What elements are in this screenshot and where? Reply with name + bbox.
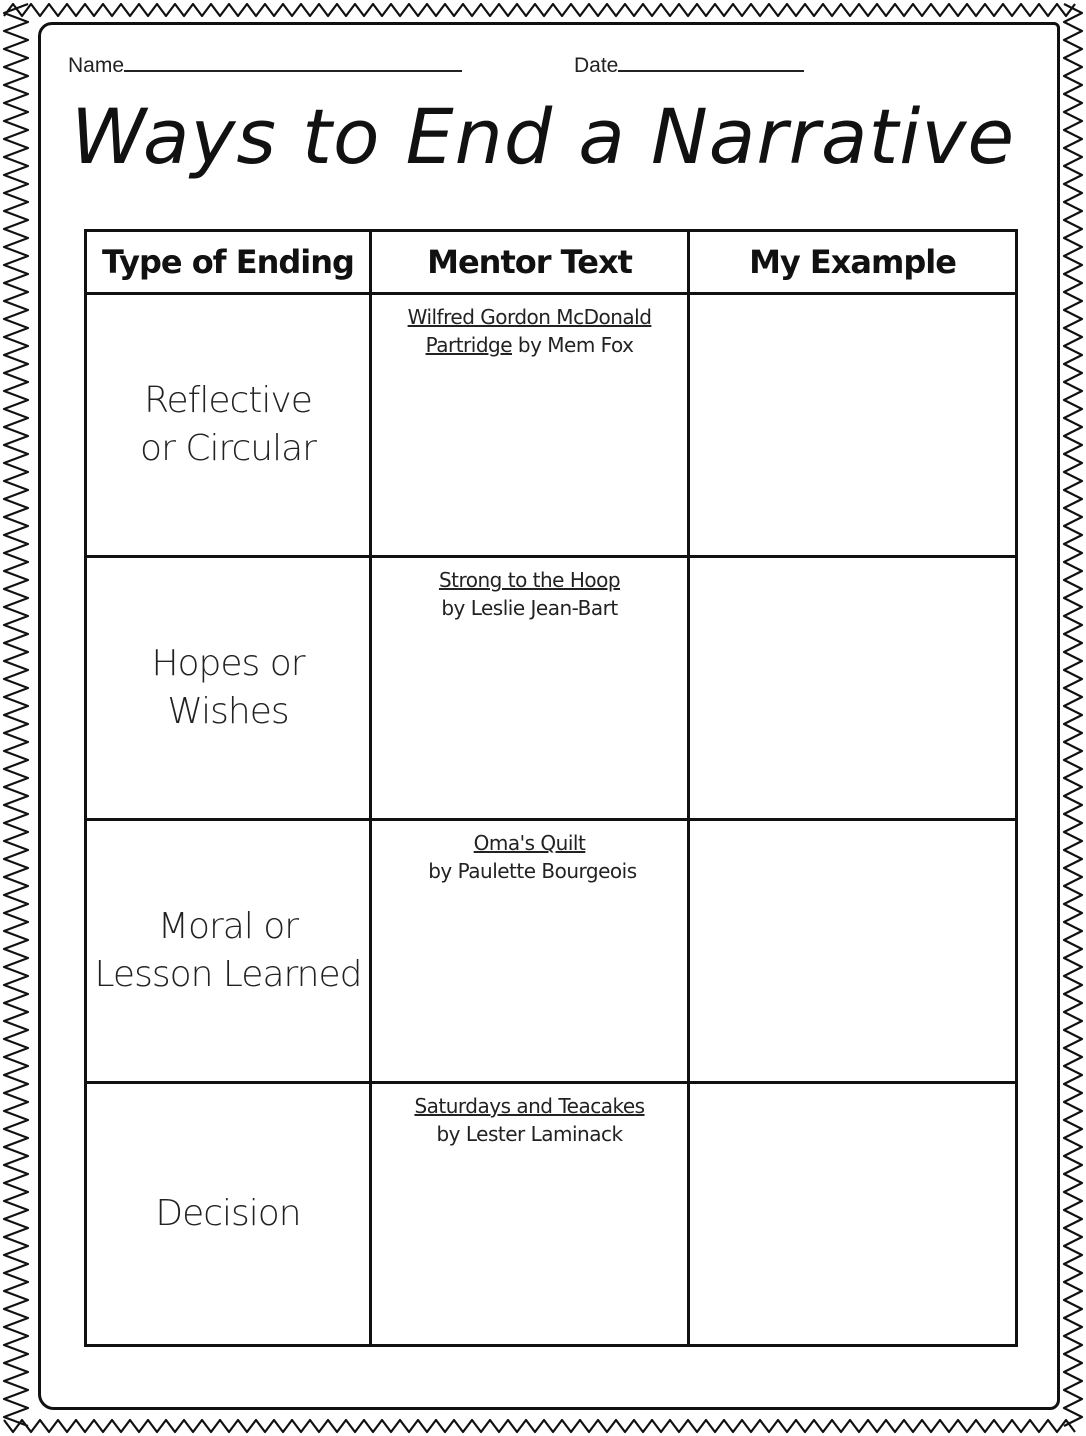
- name-label: Name: [68, 54, 125, 77]
- book-author: by Leslie Jean-Bart: [441, 596, 618, 620]
- page-title: Ways to End a Narrative: [70, 92, 1016, 181]
- mentor-text-line: [372, 566, 687, 594]
- table-row: [86, 557, 1017, 820]
- ending-type-text: Decision: [155, 1193, 301, 1234]
- ending-type-text: Reflective: [144, 380, 312, 421]
- table-row: [86, 820, 1017, 1083]
- book-title: Wilfred Gordon McDonald: [407, 305, 652, 329]
- mentor-text-cell: [371, 294, 689, 557]
- date-line[interactable]: [618, 52, 804, 72]
- book-title: Saturdays and Teacakes: [414, 1094, 645, 1118]
- mentor-text-line: [372, 594, 687, 622]
- name-field[interactable]: [68, 52, 462, 78]
- my-example-cell[interactable]: [689, 820, 1017, 1083]
- table-row: [86, 294, 1017, 557]
- ending-type-text: Lesson Learned: [94, 954, 362, 995]
- mentor-text-line: [372, 829, 687, 885]
- type-of-ending-cell: [86, 820, 371, 1083]
- book-title: Strong to the Hoop: [438, 568, 621, 592]
- mentor-text-line: [372, 331, 687, 359]
- my-example-cell[interactable]: [689, 294, 1017, 557]
- book-author: by Lester Laminack: [436, 1122, 623, 1146]
- ending-type-text: Moral or: [157, 906, 299, 947]
- book-title: Partridge: [425, 333, 513, 357]
- name-line[interactable]: [124, 52, 462, 72]
- book-author: by Mem Fox: [512, 333, 634, 357]
- mentor-text-line: [372, 1092, 687, 1120]
- table-row: [86, 1083, 1017, 1346]
- date-label: Date: [574, 54, 619, 77]
- type-of-ending-cell: [86, 557, 371, 820]
- date-field[interactable]: [574, 52, 804, 78]
- mentor-text-line: [372, 1120, 687, 1148]
- endings-table: [84, 229, 1018, 1347]
- header-my-example: My Example: [689, 231, 1017, 294]
- mentor-text-line: [372, 303, 687, 331]
- header-type-of-ending: Type of Ending: [86, 231, 371, 294]
- book-author: by Paulette Bourgeois: [422, 859, 637, 883]
- book-title: Oma's Quilt: [473, 831, 586, 855]
- ending-type-text: or Circular: [140, 428, 316, 469]
- type-of-ending-cell: [86, 1083, 371, 1346]
- type-of-ending-cell: [86, 294, 371, 557]
- my-example-cell[interactable]: [689, 557, 1017, 820]
- mentor-text-cell: [371, 1083, 689, 1346]
- mentor-text-cell: [371, 820, 689, 1083]
- header-mentor-text: Mentor Text: [371, 231, 689, 294]
- mentor-text-cell: [371, 557, 689, 820]
- ending-type-text: Hopes or Wishes: [151, 643, 305, 732]
- my-example-cell[interactable]: [689, 1083, 1017, 1346]
- header-row: [86, 231, 1017, 294]
